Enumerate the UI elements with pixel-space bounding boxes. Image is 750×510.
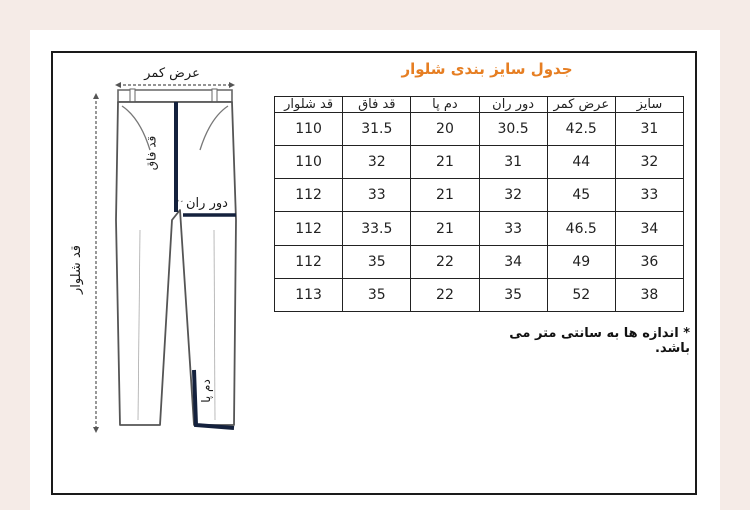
pants-diagram bbox=[60, 60, 260, 450]
cell-size: 31 bbox=[615, 113, 683, 146]
units-note: * اندازه ها به سانتی متر می باشد. bbox=[509, 326, 690, 356]
cell-rise: 35 bbox=[343, 245, 411, 278]
cell-size: 32 bbox=[615, 146, 683, 179]
size-table bbox=[274, 96, 684, 312]
cell-hem: 20 bbox=[411, 113, 479, 146]
cell-thigh: 34 bbox=[479, 245, 547, 278]
table-row bbox=[275, 212, 684, 245]
table-header-row bbox=[275, 97, 684, 113]
header-size: سایز bbox=[615, 97, 683, 113]
cell-length: 110 bbox=[275, 146, 343, 179]
chart-title: جدول سایز بندی شلوار bbox=[401, 60, 573, 78]
cell-size: 38 bbox=[615, 278, 683, 311]
cell-rise: 35 bbox=[343, 278, 411, 311]
table-row bbox=[275, 146, 684, 179]
header-waist: عرض کمر bbox=[547, 97, 615, 113]
cell-thigh: 30.5 bbox=[479, 113, 547, 146]
cell-waist: 46.5 bbox=[547, 212, 615, 245]
header-length: قد شلوار bbox=[275, 97, 343, 113]
header-rise: قد فاق bbox=[343, 97, 411, 113]
cell-hem: 21 bbox=[411, 212, 479, 245]
cell-thigh: 35 bbox=[479, 278, 547, 311]
table-row bbox=[275, 113, 684, 146]
cell-hem: 22 bbox=[411, 245, 479, 278]
header-thigh: دور ران bbox=[479, 97, 547, 113]
table-row bbox=[275, 179, 684, 212]
cell-hem: 21 bbox=[411, 146, 479, 179]
cell-thigh: 32 bbox=[479, 179, 547, 212]
cell-rise: 31.5 bbox=[343, 113, 411, 146]
hem-label: دم پا bbox=[198, 379, 213, 403]
cell-waist: 45 bbox=[547, 179, 615, 212]
cell-rise: 33.5 bbox=[343, 212, 411, 245]
cell-length: 112 bbox=[275, 212, 343, 245]
header-hem: دم پا bbox=[411, 97, 479, 113]
table-row bbox=[275, 245, 684, 278]
table-row bbox=[275, 278, 684, 311]
cell-size: 36 bbox=[615, 245, 683, 278]
cell-rise: 33 bbox=[343, 179, 411, 212]
cell-hem: 22 bbox=[411, 278, 479, 311]
cell-length: 112 bbox=[275, 245, 343, 278]
cell-waist: 49 bbox=[547, 245, 615, 278]
cell-size: 34 bbox=[615, 212, 683, 245]
cell-waist: 42.5 bbox=[547, 113, 615, 146]
waist-label: عرض کمر bbox=[144, 66, 200, 81]
cell-length: 110 bbox=[275, 113, 343, 146]
thigh-label: دور ران bbox=[186, 196, 228, 211]
cell-waist: 44 bbox=[547, 146, 615, 179]
cell-length: 113 bbox=[275, 278, 343, 311]
cell-rise: 32 bbox=[343, 146, 411, 179]
cell-size: 33 bbox=[615, 179, 683, 212]
cell-waist: 52 bbox=[547, 278, 615, 311]
cell-thigh: 31 bbox=[479, 146, 547, 179]
cell-thigh: 33 bbox=[479, 212, 547, 245]
cell-hem: 21 bbox=[411, 179, 479, 212]
cell-length: 112 bbox=[275, 179, 343, 212]
rise-label: قد فاق bbox=[144, 135, 159, 171]
length-label: قد شلوار bbox=[68, 245, 84, 294]
